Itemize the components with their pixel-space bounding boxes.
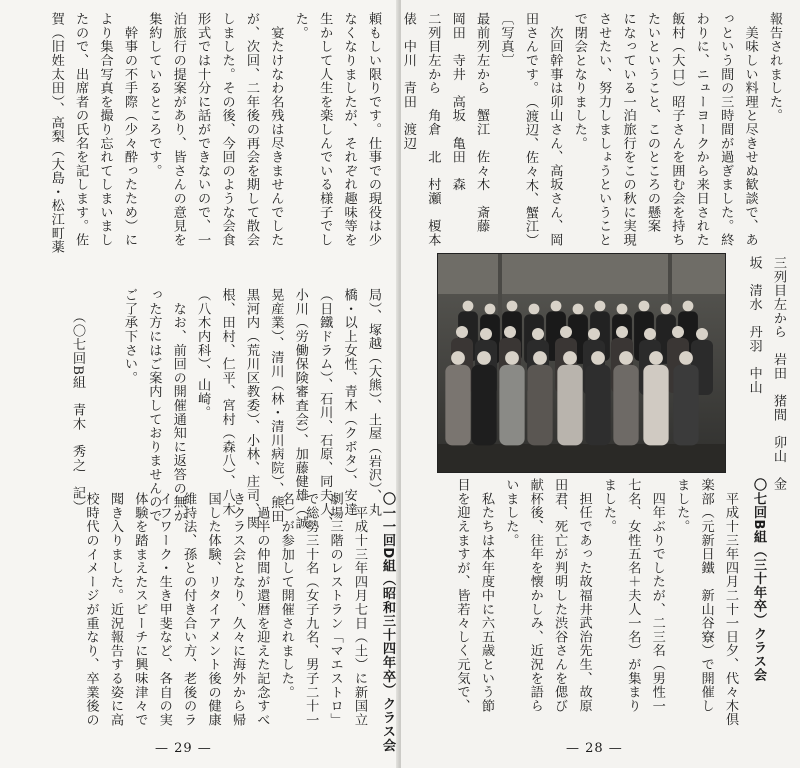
left-top-line: た。 [292,12,308,40]
page-number-29: — 29 — [155,741,212,756]
left-top-line: が、次回、二年後の再会を期して散会 [243,12,259,247]
right-top-line: わりに、ニューヨークから来日された [693,12,709,247]
right-top-line: っという間の三時間が過ぎました。終 [718,12,734,247]
left-top-line: しました。その後、今回のような会食 [219,12,235,247]
section-11d-line: 過半の仲間が還暦を迎えた記念すべ [254,492,270,727]
left-bottom-line: なお、前回の開催通知に返答の無か [170,288,186,523]
left-bottom-line: （日鐵ドラム）、石川、石原、同夫人、 [317,288,333,530]
left-top-line: 集約しているところです。 [146,12,162,178]
section-11d-line: で総勢三十名（女子九名、男子二十一 [303,492,319,727]
section-07b-line: いました。 [503,478,519,547]
right-top-line: 田さんです。 （渡辺、佐々木、蟹江） [522,12,538,248]
section-07b-line: 平成十三年四月二十一日夕、代々木倶 [723,478,738,727]
left-top-line: 生かして人生を楽しんでいる様子でし [317,12,333,247]
section-07b-line: 楽部（元新日鐵 新山谷寮）で開催し [698,478,714,713]
left-top-line: たので、出席者の氏名を記します。佐 [73,12,89,247]
section-11d-line: きクラス会となり、久々に海外から帰 [229,492,245,727]
photo-caption-third-row [738,256,790,491]
section-11d-line: 平成十三年四月七日（土）に新国立 [352,492,367,727]
caption-line: 坂 清水 丹羽 中山 [746,256,762,394]
section-11d-line: 聞き入りました。近況報告する姿に高 [107,492,123,727]
left-bottom-line: 晃産業）、清川（林・清川病院）、熊田 [268,288,284,524]
section-11d-line: 国した体験、リタイアメント後の健康 [205,492,221,727]
section-07b-line: ました。 [674,478,690,534]
left-top-line: 泊旅行の提案があり、皆さんの意見を [170,12,186,247]
left-top-line: 頼もしい限りです。仕事での現役は少 [366,12,381,247]
left-top-line: 賀（旧姓太田）、高梨（大島・松江町薬 [48,12,64,254]
right-top-line: 二列目左から 角倉 北 村瀬 榎本 [425,12,441,247]
left-bottom-line: 橋・以上女性、青木（クボタ）、安達 [341,288,357,516]
left-top-text [40,12,385,282]
left-bottom-line: 根、田村、仁平、宮村（森八）、八木 [219,288,235,516]
right-top-line: 〔写真〕 [498,12,514,68]
page-number-28: — 28 — [566,741,623,756]
right-top-line: 岡田 寺井 高坂 亀田 森 [449,12,465,192]
section-07b-line: 私たちは本年度中に六五歳という節 [478,478,494,713]
group-photo-icon [437,253,726,473]
left-bottom-line: ご了承下さい。 [121,288,137,385]
section-07b-line: 目を迎えますが、皆若々しく元気で、 [454,478,470,713]
section-body-07b [442,478,742,728]
right-top-line: 最前列左から 蟹江 佐々木 斎藤 [474,12,490,233]
right-top-line: 俵 中川 青田 渡辺 [400,12,416,150]
section-07b-line: 担任であった故福井武治先生、故原 [576,478,592,713]
section-11d-line: 維持法、孫との付き合い方、老後のラ [181,492,197,727]
left-bottom-line: 小川（労働保険審査会）、加藤健雄（誠 [292,288,308,530]
left-top-line: より集合写真を撮り忘れてしまいまし [97,12,113,247]
left-bottom-line: 局）、塚越（大熊）、土屋（岩沢）、丸 [366,288,381,517]
right-top-text [400,12,786,252]
right-top-line: 報告されました。 [767,12,782,123]
right-top-line: で閉会となりました。 [571,12,587,150]
page-28 [401,0,800,768]
section-11d-line: 名）が参加して開催されました。 [278,492,294,699]
left-bottom-line: った方にはご案内しておりませんので [146,288,162,523]
right-top-line: させたい、努力しましょうということ [596,12,612,247]
left-bottom-line: 黒河内（荒川区教委）、小林、庄司、関 [243,288,259,530]
left-bottom-text [115,288,385,530]
left-top-line: 形式では十分に話ができないので、一 [195,12,211,247]
signature-07b: （〇七回B組 青木 秀之 記） [70,310,85,514]
section-11d-line: 体験を踏まえたスピーチに興味津々で [132,492,148,727]
section-title-11d: 〇一一回D組（昭和三十四年卒）クラス会 [380,492,395,752]
left-top-line: 宴たけなわ名残は尽きませんでした [268,12,284,247]
section-11d-line: 劇場三階のレストラン「マエストロ」 [327,492,343,727]
caption-line: 三列目左から 岩田 猪間 卯山 金 [771,256,786,491]
section-body-11d [71,492,371,737]
left-top-line: なくなりましたが、それぞれ趣味等を [341,12,357,247]
page-29 [0,0,399,768]
section-07b-line: 七名、女性五名＋夫人一名）が集まり [625,478,641,713]
right-top-line: 飯村（大口）昭子さんを囲む会を持ち [669,12,685,247]
right-top-line: 次回幹事は卯山さん、高坂さん、岡 [547,12,563,247]
left-bottom-line: （八木内科）、山崎。 [195,288,211,420]
right-top-line: たいということ、このところの懸案 [644,12,660,233]
right-top-line: になっている一泊旅行をこの秋に実現 [620,12,636,247]
section-07b-line: ました。 [600,478,616,534]
section-07b-line: 田君、死亡が判明した渋谷さんを偲び [552,478,568,713]
section-07b-line: 献杯後、往年を懐かしみ、近況を語ら [527,478,543,713]
section-title-07b: 〇七回B組（三十年卒）クラス会 [751,478,766,682]
right-top-line: 美味しい料理と尽きせぬ歓談で、あ [742,12,758,247]
section-07b-line: 四年ぶりでしたが、二三名（男性一 [649,478,665,713]
section-11d-line: 校時代のイメージが重なり、卒業後の [83,492,99,727]
section-11d-line: イフワーク・生き甲斐など、各自の実 [156,492,172,727]
left-top-line: 幹事の不手際（少々酔ったため）に [121,12,137,247]
